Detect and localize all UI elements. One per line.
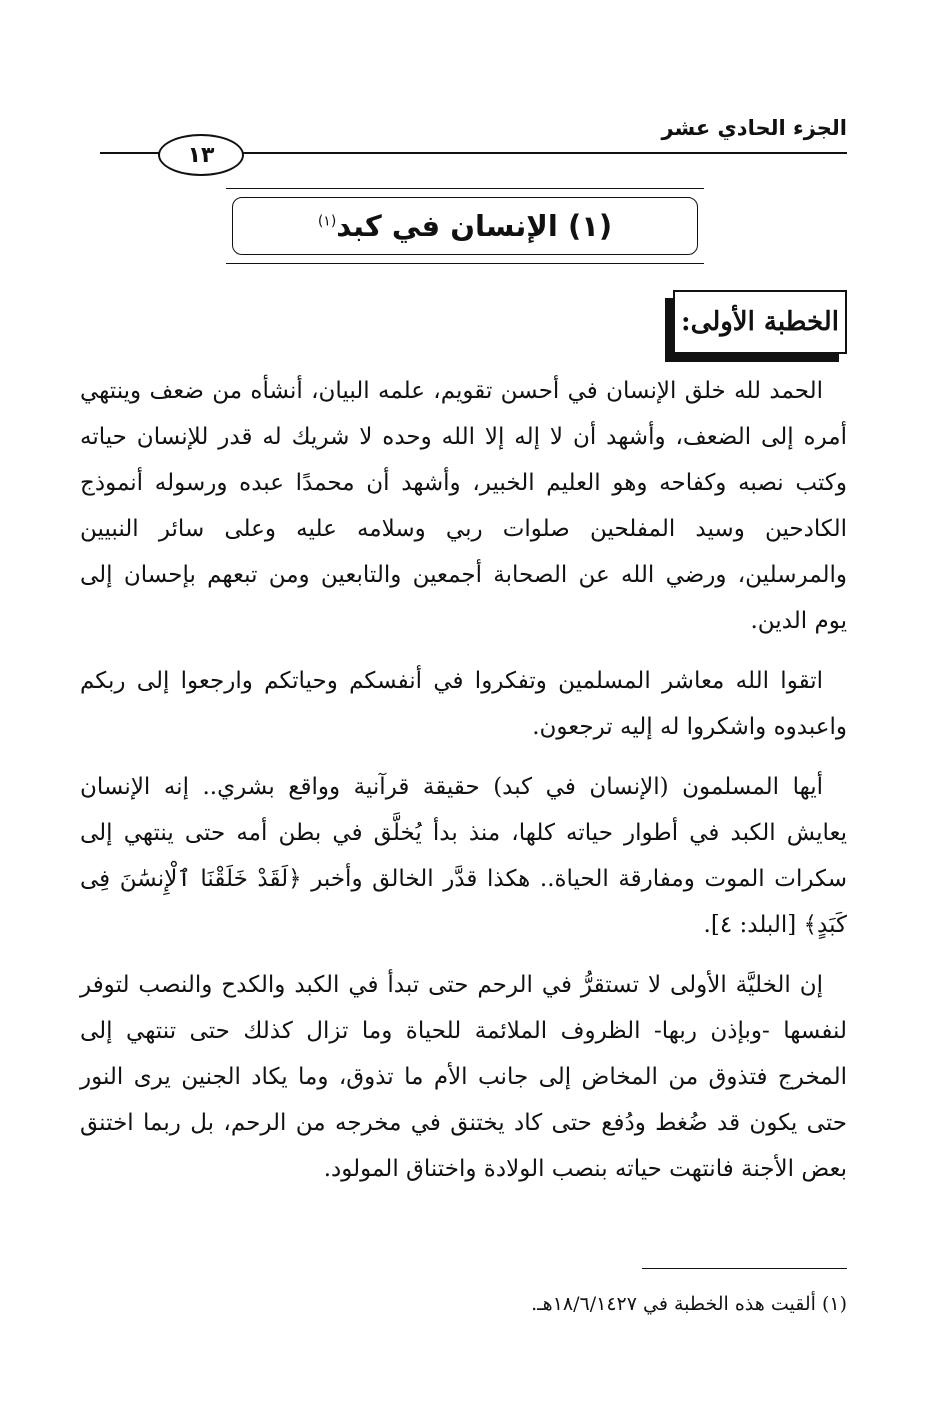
chapter-title (318, 209, 612, 243)
paragraph: إن الخليَّة الأولى لا تستقرُّ في الرحم حتى تبدأ في الكبد والكدح والنصب لتوفر لنفسها -وبإذن ربها- الظروف الملائمة للحياة وما تزال كذلك حتى تنتهي إلى المخرج فتذوق من المخاض إلى جانب الأم ما تذوق، وما يكاد الجنين يرى النور حتى يكون قد ضُغط ودُفع حتى كاد يختنق في مخرجه من الرحم، بل ربما اختنق بعض الأجنة فانتهت حياته بنصب الولادة واختناق المولود. (80, 972, 847, 1182)
body-text (80, 368, 847, 1206)
paragraph: أيها المسلمون (الإنسان في كبد) حقيقة قرآنية وواقع بشري.. إنه الإنسان يعايش الكبد في أطوار حياته كلها، منذ بدأ يُخلَّق في بطن أمه حتى ينتهي إلى سكرات الموت ومفارقة الحياة.. هكذا قدَّر الخالق وأخبر ﴿لَقَدْ خَلَقْنَا ٱلْإِنسَٰنَ فِى كَبَدٍ﴾ [البلد: ٤]. (80, 774, 847, 938)
section-heading: الخطبة الأولى: (681, 307, 839, 337)
chapter-title-text: (١) الإنسان في كبد (336, 209, 613, 243)
chapter-footnote-mark: (١) (317, 213, 337, 230)
section-heading-box (673, 290, 847, 354)
running-header (100, 110, 847, 168)
page-number: ١٣ (158, 134, 244, 176)
chapter-title-box (232, 197, 698, 255)
chapter-title-frame (226, 188, 704, 264)
paragraph: الحمد لله خلق الإنسان في أحسن تقويم، علمه البيان، أنشأه من ضعف وينتهي أمره إلى الضعف، وأشهد أن لا إله إلا الله وحده لا شريك له قدر للإنسان حياته وكتب نصبه وكفاحه وهو العليم الخبير، وأشهد أن محمدًا عبده ورسوله أنموذج الكادحين وسيد المفلحين صلوات ربي وسلامه عليه وعلى سائر النبيين والمرسلين، ورضي الله عن الصحابة أجمعين والتابعين ومن تبعهم بإحسان إلى يوم الدين. (80, 378, 847, 634)
footnote-rule (642, 1268, 847, 1269)
running-title: الجزء الحادي عشر (661, 116, 847, 140)
footnote: (١) ألقيت هذه الخطبة في ١٨/٦/١٤٢٧هـ. (531, 1293, 847, 1315)
paragraph: اتقوا الله معاشر المسلمين وتفكروا في أنفسكم وحياتكم وارجعوا إلى ربكم واعبدوه واشكروا له إليه ترجعون. (80, 668, 847, 740)
